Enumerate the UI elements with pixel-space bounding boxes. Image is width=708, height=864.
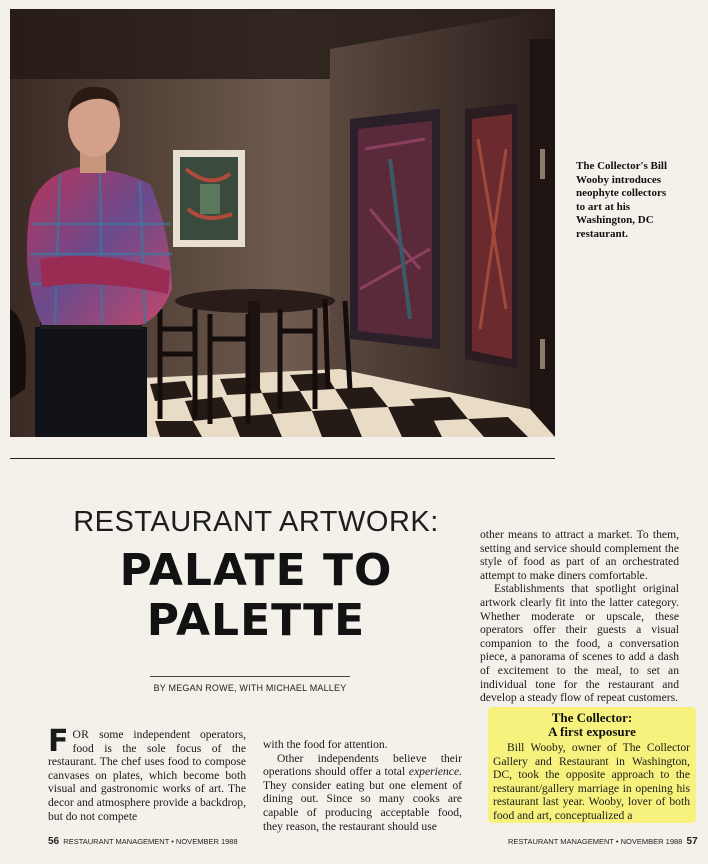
body-paragraph [263,752,462,834]
body-column-2 [263,738,462,833]
body-paragraph: Establishments that spotlight original artwork clearly fit into the latter category. Whether moderate or upscale, these operators offer their guests a visual companion to the food, a conversation piece, a panorama of scenes to add a dash of excitement to the meal, to set an individual tone for the restaurant and develop a steady flow of repeat customers. [480,582,679,705]
headline-line-2: PALETTE [146,595,366,646]
paragraph-text: Other independents believe their operations should offer a total [263,751,462,779]
paragraph-text: They consider eating but one element of dining out. Since so many cooks are capable of producing acceptable food, they reason, the restaurant should use [263,778,462,833]
italic-text: experience. [408,765,462,779]
folio-text-left: RESTAURANT MANAGEMENT • NOVEMBER 1988 [63,837,238,846]
page-number-right: 57 [686,836,698,847]
body-paragraph: with the food for attention. [263,738,388,751]
sidebar-title-line-1: The Collector: [551,710,633,725]
body-paragraph [48,724,246,823]
sidebar-title-line-2: A first exposure [548,724,636,739]
body-paragraph: other means to attract a market. To them, setting and service should complement the style of food as part of an orchestrated attempt to make diners comfortable. [480,528,679,582]
photo-illustration [10,9,555,437]
drop-cap: F [48,724,69,759]
body-column-3 [480,528,679,705]
folio-right [508,836,698,847]
sidebar-body: Bill Wooby, owner of The Collector Gallery and Restaurant in Washington, DC, took the opposite approach to the restaurant/gallery marriage in opening his restaurant last year. Wooby, lover of both food and art, conceptualized a [493,741,690,822]
tapestry-2 [465,103,518,369]
page-number-left: 56 [48,836,60,847]
article-byline: BY MEGAN ROWE, WITH MICHAEL MALLEY [153,683,347,693]
lead-in-smallcaps: OR [72,728,90,741]
folio-left [48,836,238,847]
article-headline [60,546,452,646]
framed-painting [173,150,245,247]
restaurant-photo [10,9,555,437]
section-divider [10,458,555,459]
tapestry-1 [350,109,440,349]
paragraph-text: some independent operators, food is the sole focus of the restaurant. The chef uses food to compose canvases on plates, which become both visual and gastronomic works of art. The decor and atmosphere provide a backdrop, but do not compete [48,728,246,823]
photo-caption: The Collector's Bill Wooby introduces neophyte collectors to art at his Washington, DC restaurant. [576,160,668,240]
sidebar-title [488,711,696,739]
byline-rule [150,676,350,677]
body-column-1 [48,724,246,823]
headline-line-1: PALATE TO [119,545,393,596]
article-kicker: RESTAURANT ARTWORK: [73,506,439,538]
folio-text-right: RESTAURANT MANAGEMENT • NOVEMBER 1988 [508,837,683,846]
